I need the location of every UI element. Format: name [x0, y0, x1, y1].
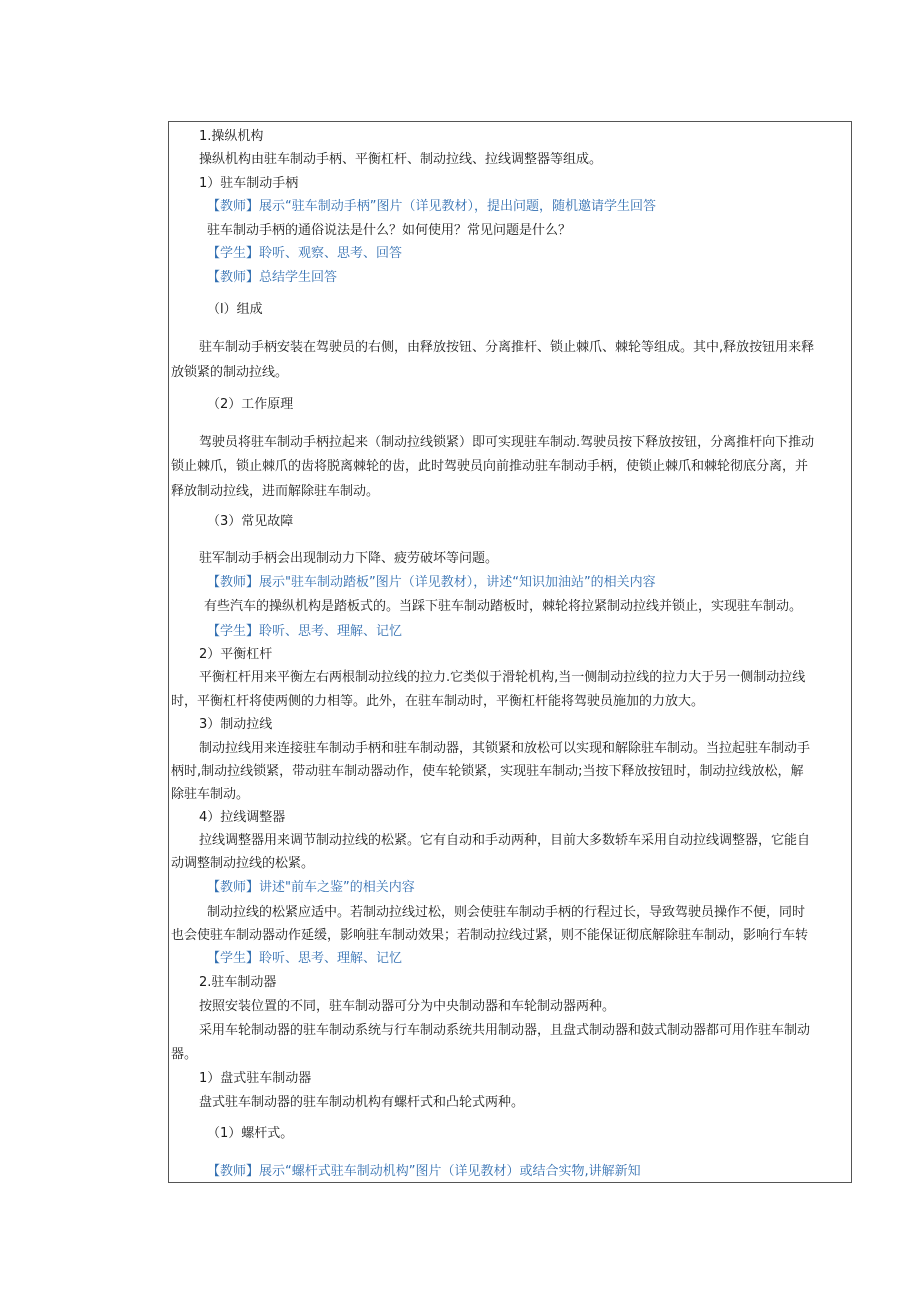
teacher-note: 【教师】展示"驻车制动踏板”图片（详见教材），讲述“知识加油站”的相关内容	[207, 575, 656, 590]
paragraph-line: 柄时,制动拉线锁紧，带动驻车制动器动作，使车轮锁紧，实现驻车制动;当按下释放按钮时，制动拉线放松，解	[171, 764, 804, 779]
teacher-note: 【教师】总结学生回答	[207, 270, 338, 285]
subsection-heading: 3）制动拉线	[199, 717, 273, 732]
paragraph-line: 除驻车制动。	[171, 787, 250, 802]
teacher-note: 【教师】展示“螺杆式驻车制动机构”图片（详见教材）或结合实物,讲解新知	[207, 1164, 641, 1179]
paragraph-line: 驻车制动手柄安装在驾驶员的右侧，由释放按钮、分离推杆、锁止棘爪、棘轮等组成。其中,释放按钮用来释	[199, 340, 815, 355]
student-note: 【学生】聆听、思考、理解、记忆	[207, 951, 403, 966]
subsection-heading: 1）驻车制动手柄	[199, 176, 299, 191]
student-note: 【学生】聆听、观察、思考、回答	[207, 246, 403, 261]
subsection-heading: 4）拉线调整器	[199, 810, 286, 825]
paragraph-line: 器。	[171, 1047, 198, 1062]
paragraph-line: 驻军制动手柄会出现制动力下降、疲劳破坏等问题。	[199, 551, 499, 566]
paragraph-line: 驾驶员将驻车制动手柄拉起来（制动拉线锁紧）即可实现驻车制动.驾驶员按下释放按钮，分离推杆向下推动	[199, 435, 815, 450]
subsection-heading: 2）平衡杠杆	[199, 647, 273, 662]
subsection-heading: （2）工作原理	[207, 397, 294, 412]
subsection-heading: （l）组成	[207, 302, 263, 317]
section-heading: 2.驻车制动器	[199, 975, 277, 990]
teacher-note: 【教师】展示“驻车制动手柄”图片（详见教材），提出问题，随机邀请学生回答	[207, 199, 656, 214]
paragraph-line: 平衡杠杆用来平衡左右两根制动拉线的拉力.它类似于滑轮机构,当一侧制动拉线的拉力大于另一侧制动拉线	[199, 670, 806, 685]
student-note: 【学生】聆听、思考、理解、记忆	[207, 624, 403, 639]
paragraph-line: 放锁紧的制动拉线。	[171, 365, 289, 380]
paragraph-line: 时，平衡杠杆将使两侧的力相等。此外，在驻车制动时，平衡杠杆能将驾驶员施加的力放大。	[171, 694, 705, 709]
paragraph-line: 有些汽车的操纵机构是踏板式的。当踩下驻车制动踏板时，棘轮将拉紧制动拉线并锁止，实现驻车制动。	[204, 599, 803, 614]
subsection-heading: （3）常见故障	[207, 514, 294, 529]
paragraph-line: 锁止棘爪，锁止棘爪的齿将脱离棘轮的齿，此时驾驶员向前推动驻车制动手柄，使锁止棘爪和棘轮彻底分离，并	[171, 459, 809, 474]
paragraph-line: 拉线调整器用来调节制动拉线的松紧。它有自动和手动两种，目前大多数轿车采用自动拉线调整器，它能自	[199, 833, 811, 848]
teacher-note: 【教师】讲述"前车之鉴”的相关内容	[207, 880, 415, 895]
paragraph-line: 也会使驻车制动器动作延缓，影响驻车制动效果；若制动拉线过紧，则不能保证彻底解除驻车制动，影响行车转	[171, 928, 809, 943]
paragraph-line: 释放制动拉线，进而解除驻车制动。	[171, 484, 380, 499]
paragraph-line: 采用车轮制动器的驻车制动系统与行车制动系统共用制动器，且盘式制动器和鼓式制动器都可用作驻车制动	[199, 1023, 811, 1038]
subsection-heading: 1）盘式驻车制动器	[199, 1071, 312, 1086]
subsection-heading: （1）螺杆式。	[207, 1126, 294, 1141]
paragraph-line: 动调整制动拉线的松紧。	[171, 856, 315, 871]
paragraph-line: 制动拉线的松紧应适中。若制动拉线过松，则会使驻车制动手柄的行程过长，导致驾驶员操作不便，同时	[207, 905, 806, 920]
paragraph-line: 驻车制动手柄的通俗说法是什么？如何使用？常见问题是什么？	[207, 223, 572, 238]
paragraph-line: 按照安装位置的不同，驻车制动器可分为中央制动器和车轮制动器两种。	[199, 999, 616, 1014]
section-heading: 1.操纵机构	[199, 129, 264, 144]
paragraph-line: 制动拉线用来连接驻车制动手柄和驻车制动器，其锁紧和放松可以实现和解除驻车制动。当拉起驻车制动手	[199, 741, 811, 756]
paragraph-line: 操纵机构由驻车制动手柄、平衡杠杆、制动拉线、拉线调整器等组成。	[199, 152, 603, 167]
paragraph-line: 盘式驻车制动器的驻车制动机构有螺杆式和凸轮式两种。	[199, 1095, 525, 1110]
